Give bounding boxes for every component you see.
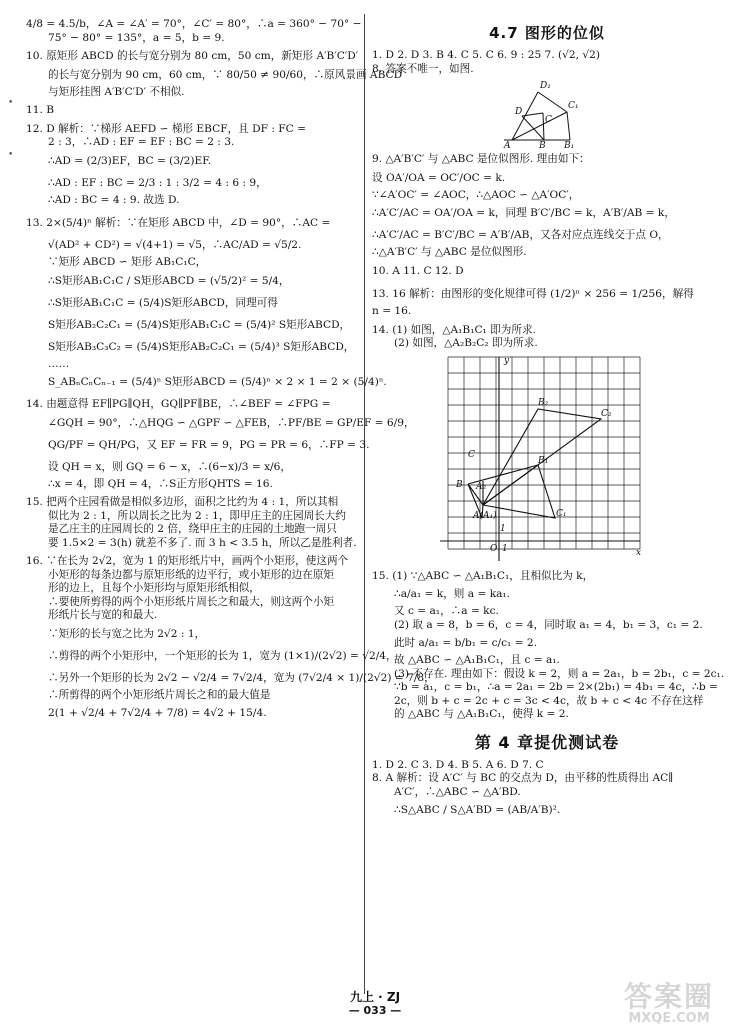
answer-line: 形的边上，且每个小矩形均与原矩形纸相似， bbox=[48, 582, 260, 594]
answer-line: 与矩形挂图 A′B′C′D′ 不相似. bbox=[48, 85, 185, 98]
page-number: — 033 — bbox=[348, 1004, 402, 1017]
answer-line: 13. 2×(5/4)ⁿ 解析：∵在矩形 ABCD 中，∠D = 90°，∴AC = bbox=[26, 217, 331, 229]
answer-line: 要 1.5×2 = 3(h) 就差不多了. 而 3 h < 3.5 h，所以乙是胜利者. bbox=[48, 536, 357, 549]
answer-line: QG/PF = QH/PG，又 EF = FR = 9，PG = PR = 6，∴FP = 3. bbox=[48, 438, 370, 451]
answer-line: 的 △ABC 与 △A₁B₁C₁，使得 k = 2. bbox=[394, 708, 569, 720]
chapter-title: 第 4 章提优测试卷 bbox=[474, 732, 620, 752]
answer-line: ∴S矩形AB₁C₁C = (5/4)S矩形ABCD，同理可得 bbox=[48, 296, 278, 309]
answer-line: 是乙庄主的庄园周长的 2 倍，绕甲庄主的庄园的土地跑一周只 bbox=[48, 523, 337, 535]
answer-line: 4/8 = 4.5/b，∠A = ∠A′ = 70°，∠C′ = 80°，∴a = 360° − 70° − bbox=[26, 18, 362, 30]
answer-line: 14. 由题意得 EF∥PG∥QH，GQ∥PF∥BE，∴∠BEF = ∠FPG = bbox=[26, 398, 331, 410]
answer-line: 小矩形的每条边都与原矩形纸的边平行，或小矩形的边在原矩 bbox=[48, 568, 335, 581]
answer-line: (3) 不存在. 理由如下：假设 k = 2，则 a = 2a₁，b = 2b₁，c = 2c₁. bbox=[394, 667, 725, 680]
answer-line: 2 : 3，∴AD : EF = EF : BC = 2 : 3. bbox=[48, 136, 235, 148]
fig8-label: B bbox=[539, 141, 546, 151]
grid-label: O bbox=[490, 543, 498, 554]
grid-label: A₂ bbox=[476, 481, 487, 492]
grid-label: y bbox=[504, 355, 510, 366]
answer-line: ∴另外一个矩形的长为 2√2 − √2/4 = 7√2/4，宽为 (7√2/4 × 1)/(2√2) = 7/8， bbox=[48, 671, 435, 684]
column-divider bbox=[364, 14, 365, 994]
answer-line: ∠GQH = 90°，∴△HQG ∽ △GPF ∽ △FEB，∴PF/BE = GP/EF = 6/9， bbox=[48, 416, 415, 429]
fig8-label: C bbox=[545, 115, 552, 125]
answer-line: 2(1 + √2/4 + 7√2/4 + 7/8) = 4√2 + 15/4. bbox=[48, 707, 267, 719]
binding-mark: • bbox=[8, 98, 14, 108]
answer-line: ∵∠A′OC′ = ∠AOC，∴△AOC ∽ △A′OC′， bbox=[372, 188, 580, 201]
fig8-label: C₁ bbox=[568, 101, 579, 111]
answer-line: 75° − 80° = 135°，a = 5，b = 9. bbox=[48, 31, 225, 44]
answer-line: ∴x = 4，即 QH = 4，∴S正方形QHTS = 16. bbox=[48, 477, 273, 490]
answer-line: 设 QH = x，则 GQ = 6 − x，∴(6−x)/3 = x/6， bbox=[48, 460, 291, 473]
answer-line: S矩形AB₂C₂C₁ = (5/4)S矩形AB₁C₁C = (5/4)² S矩形ABCD， bbox=[48, 318, 351, 331]
answer-line: ∴S△ABC / S△A′BD = (AB/A′B)². bbox=[394, 804, 561, 816]
answer-line: …… bbox=[48, 357, 70, 370]
answer-line: √(AD² + CD²) = √(4+1) = √5，∴AC/AD = √5/2. bbox=[48, 239, 302, 251]
grid-label: A(A₁) bbox=[473, 510, 497, 521]
answer-line: ∴要使所剪得的两个小矩形纸片周长之和最大，则这两个小矩 bbox=[48, 595, 335, 608]
grid-label: B₁ bbox=[538, 455, 549, 466]
answer-line: 1. D 2. C 3. D 4. B 5. A 6. D 7. C bbox=[372, 758, 544, 771]
grid-label: 1 bbox=[500, 523, 506, 534]
answer-line: 的长与宽分别为 90 cm，60 cm，∵ 80/50 ≠ 90/60，∴原风景画 ABCD bbox=[48, 68, 403, 81]
grid-label: C bbox=[468, 449, 475, 460]
answer-line: 8. 答案不唯一，如图. bbox=[372, 62, 474, 75]
answer-line: 形纸片长与宽的和最大. bbox=[48, 609, 158, 621]
answer-line: 故 △ABC ∽ △A₁B₁C₁，且 c = a₁. bbox=[394, 654, 560, 666]
answer-line: 9. △A′B′C′ 与 △ABC 是位似图形. 理由如下： bbox=[372, 153, 590, 165]
answer-line: ∴S矩形AB₁C₁C / S矩形ABCD = (√5/2)² = 5/4， bbox=[48, 274, 290, 287]
answer-line: ∴△A′B′C′ 与 △ABC 是位似图形. bbox=[372, 246, 527, 258]
answer-line: (2) 如图，△A₂B₂C₂ 即为所求. bbox=[394, 337, 538, 349]
answer-line: ∴A′C′/AC = B′C′/BC = A′B′/AB，又各对应点连线交于点 O， bbox=[372, 229, 669, 241]
watermark-text: 答案圈 bbox=[623, 980, 714, 1013]
grid-label: B bbox=[456, 479, 463, 490]
answer-line: ∴剪得的两个小矩形中，一个矩形的长为 1，宽为 (1×1)/(2√2) = √2/4， bbox=[48, 649, 397, 662]
answer-line: n = 16. bbox=[372, 305, 412, 317]
answer-line: 10. 原矩形 ABCD 的长与宽分别为 80 cm，50 cm，新矩形 A′B′C′D′ bbox=[26, 50, 359, 62]
fig8-line-c1b1 bbox=[567, 112, 570, 140]
answer-line: 8. A 解析：设 A′C′ 与 BC 的交点为 D，由平移的性质得出 AC∥ bbox=[372, 772, 674, 784]
watermark-url: MXQE.COM bbox=[628, 1011, 710, 1026]
answer-line: ∴A′C′/AC = OA′/OA = k，同理 B′C′/BC = k，A′B′/AB = k， bbox=[372, 207, 675, 219]
answer-line: 16. ∵在长为 2√2，宽为 1 的矩形纸片中，画两个小矩形，使这两个 bbox=[26, 555, 349, 567]
answer-line: 12. D 解析：∵梯形 AEFD ∽ 梯形 EBCF，且 DF : FC = bbox=[26, 122, 306, 135]
answer-line: ∴a/a₁ = k，则 a = ka₁. bbox=[394, 588, 511, 600]
grid-label: B₂ bbox=[538, 397, 549, 408]
answer-line: 似比为 2 : 1，所以周长之比为 2 : 1，即甲庄主的庄园周长大约 bbox=[48, 509, 346, 522]
figure-8-diagram bbox=[372, 78, 579, 151]
answer-line: 15. 把两个庄园看做是相似多边形，面积之比约为 4 : 1，所以其相 bbox=[26, 496, 339, 508]
right-column bbox=[372, 18, 725, 821]
answer-line: ∴AD : BC = 4 : 9. 故选 D. bbox=[48, 193, 180, 206]
answer-line: 11. B bbox=[26, 104, 54, 116]
fig8-label: D₁ bbox=[540, 81, 551, 91]
grid-label: 1 bbox=[502, 543, 508, 554]
answer-line: ∴AD : EF : BC = 2/3 : 1 : 3/2 = 4 : 6 : 9， bbox=[48, 176, 267, 189]
answer-line: ∵矩形 ABCD ∽ 矩形 AB₁C₁C， bbox=[48, 256, 207, 268]
answer-line: ∴所剪得的两个小矩形纸片周长之和的最大值是 bbox=[48, 688, 271, 701]
answer-line: ∴AD = (2/3)EF，BC = (3/2)EF. bbox=[48, 154, 212, 167]
answer-line: 13. 16 解析：由图形的变化规律可得 (1/2)ⁿ × 256 = 1/256，解得 bbox=[372, 288, 694, 300]
fig8-label: A bbox=[504, 141, 511, 151]
fig8-line-d1c1 bbox=[538, 92, 567, 112]
fig8-line-dc bbox=[522, 113, 543, 116]
figure-14-grid bbox=[372, 353, 722, 565]
answer-line: A′C′，∴△ABC ∽ △A′BD. bbox=[394, 785, 521, 798]
answer-line: ∵b = a₁，c = b₁，∴a = 2a₁ = 2b = 2×(2b₁) = 4b₁ = 4c，∴b = bbox=[394, 681, 718, 693]
binding-mark: • bbox=[8, 150, 14, 160]
watermark-logo bbox=[594, 982, 744, 1028]
fig8-line-cb bbox=[543, 113, 544, 140]
fig8-label: D bbox=[515, 107, 523, 117]
grid-label: x bbox=[636, 547, 642, 558]
answer-line: 10. A 11. C 12. D bbox=[372, 264, 464, 277]
book-label: 九上 · ZJ bbox=[349, 990, 401, 1004]
answer-line: 15. (1) ∵△ABC ∽ △A₁B₁C₁，且相似比为 k， bbox=[372, 569, 594, 582]
answer-line: ∵矩形的长与宽之比为 2√2 : 1， bbox=[48, 627, 206, 640]
answer-line: 设 OA′/OA = OC′/OC = k. bbox=[372, 171, 506, 184]
answer-line: S_ABₙCₙCₙ₋₁ = (5/4)ⁿ S矩形ABCD = (5/4)ⁿ × 2 × 1 = 2 × (5/4)ⁿ. bbox=[48, 376, 387, 388]
fig8-label: B₁ bbox=[564, 141, 575, 151]
grid-label: C₁ bbox=[556, 508, 567, 519]
answer-line: (2) 取 a = 8，b = 6，c = 4，同时取 a₁ = 4，b₁ = 3，c₁ = 2. bbox=[394, 618, 703, 631]
answer-line: 14. (1) 如图，△A₁B₁C₁ 即为所求. bbox=[372, 323, 536, 336]
grid-label: C₂ bbox=[601, 408, 612, 419]
section-title: 4.7 图形的位似 bbox=[489, 24, 605, 42]
fig8-line-db bbox=[522, 116, 544, 140]
answer-line: S矩形AB₃C₃C₂ = (5/4)S矩形AB₂C₂C₁ = (5/4)³ S矩形ABCD， bbox=[48, 340, 355, 353]
answer-line: 又 c = a₁，∴a = kc. bbox=[394, 605, 499, 617]
answer-line: 1. D 2. D 3. B 4. C 5. C 6. 9 : 25 7. (√2, √2) bbox=[372, 49, 601, 61]
answer-line: 此时 a/a₁ = b/b₁ = c/c₁ = 2. bbox=[394, 637, 538, 649]
answer-line: 2c，则 b + c = 2c + c = 3c < 4c，故 b + c < 4c 不存在这样 bbox=[394, 694, 704, 707]
